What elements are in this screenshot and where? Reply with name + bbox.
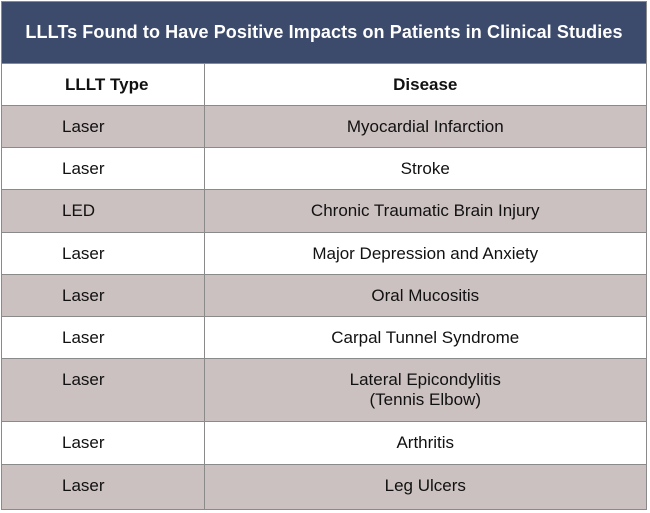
- lllt-type-cell: Laser: [2, 317, 204, 359]
- table-title: LLLTs Found to Have Positive Impacts on Patients in Clinical Studies: [2, 2, 646, 64]
- disease-cell: [204, 148, 646, 190]
- lllt-table: [2, 64, 646, 510]
- table-row: [2, 317, 646, 359]
- column-header-disease: Disease: [204, 64, 646, 106]
- table-row: [2, 148, 646, 190]
- disease-cell: [204, 359, 646, 422]
- disease-text: Chronic Traumatic Brain Injury: [310, 201, 540, 220]
- table-row: [2, 422, 646, 465]
- disease-cell: [204, 317, 646, 359]
- disease-cell: [204, 465, 646, 511]
- disease-text: Arthritis: [396, 433, 455, 452]
- table-row: [2, 465, 646, 511]
- table-row: [2, 275, 646, 317]
- disease-text: Stroke: [400, 159, 450, 178]
- table-frame: [1, 1, 647, 510]
- lllt-type-cell: Laser: [2, 275, 204, 317]
- table-row: [2, 190, 646, 233]
- disease-text: (Tennis Elbow): [369, 390, 481, 409]
- disease-cell: [204, 233, 646, 275]
- lllt-type-cell: Laser: [2, 148, 204, 190]
- table-row: [2, 106, 646, 148]
- lllt-type-cell: Laser: [2, 359, 204, 422]
- table-row: [2, 359, 646, 422]
- column-header-lllt-type: LLLT Type: [2, 64, 204, 106]
- lllt-type-cell: LED: [2, 190, 204, 233]
- disease-text: Lateral Epicondylitis: [349, 370, 501, 389]
- lllt-type-cell: Laser: [2, 465, 204, 511]
- disease-text: Myocardial Infarction: [346, 117, 504, 136]
- disease-text: Major Depression and Anxiety: [312, 244, 539, 263]
- lllt-type-cell: Laser: [2, 106, 204, 148]
- disease-text: Leg Ulcers: [384, 476, 466, 495]
- disease-text: Carpal Tunnel Syndrome: [331, 328, 520, 347]
- lllt-type-cell: Laser: [2, 422, 204, 465]
- disease-cell: [204, 106, 646, 148]
- disease-cell: [204, 275, 646, 317]
- disease-cell: [204, 190, 646, 233]
- header-row: [2, 64, 646, 106]
- table-body: [2, 106, 646, 511]
- lllt-type-cell: Laser: [2, 233, 204, 275]
- disease-text: Oral Mucositis: [371, 286, 480, 305]
- table-row: [2, 233, 646, 275]
- disease-cell: [204, 422, 646, 465]
